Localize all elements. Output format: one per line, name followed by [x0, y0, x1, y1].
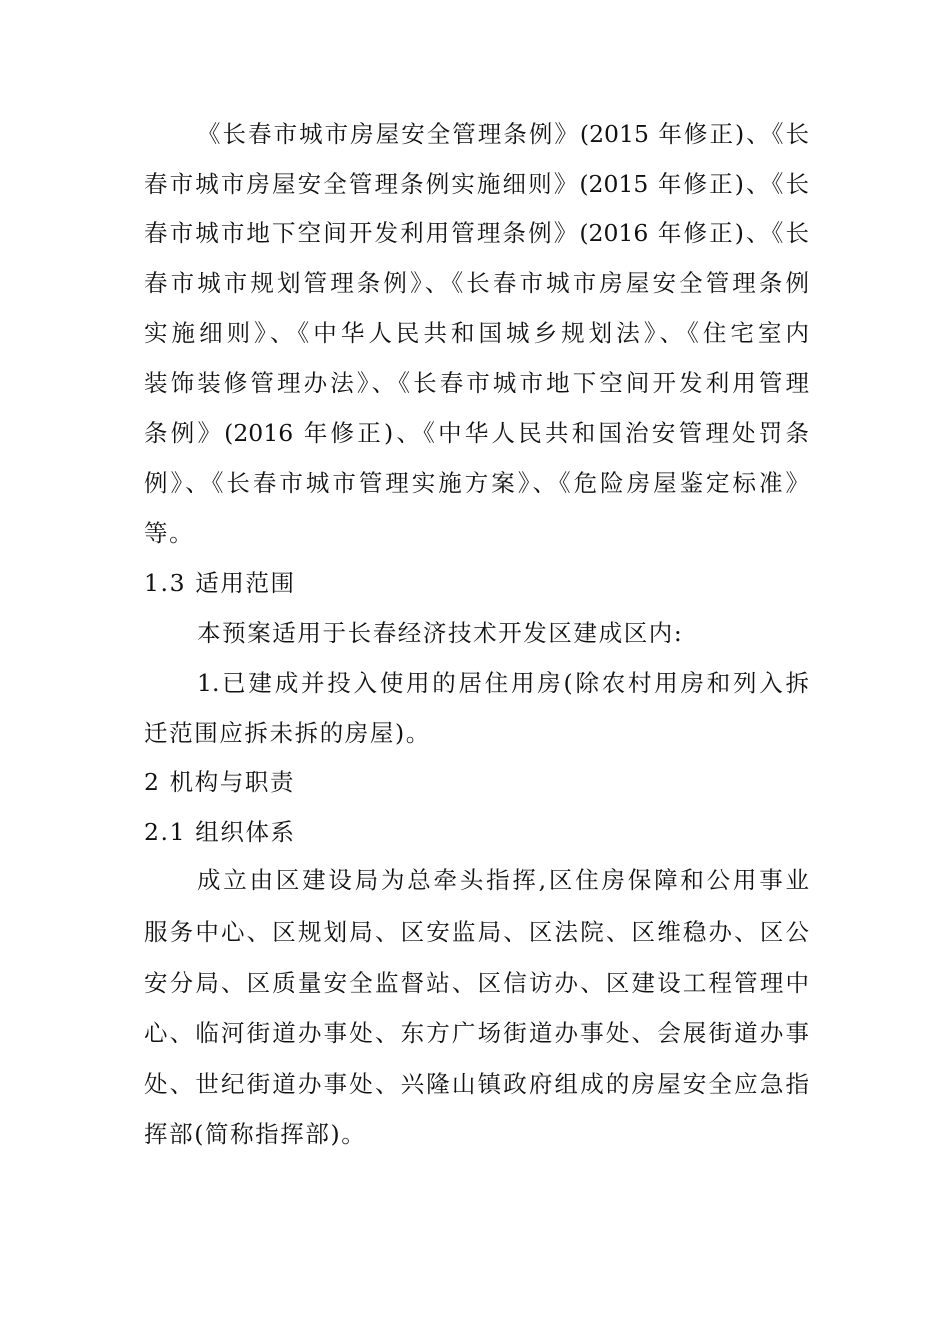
paragraph-line: 例》、《长春市城市管理实施方案》、《危险房屋鉴定标准》	[144, 469, 809, 497]
paragraph-line: 服务中心、区规划局、区安监局、区法院、区维稳办、区公	[144, 918, 809, 946]
paragraph-line: 春市城市房屋安全管理条例实施细则》(2015 年修正)、《长	[144, 170, 809, 198]
section-heading-1-3: 1.3 适用范围	[144, 569, 296, 597]
paragraph-line: 安分局、区质量安全监督站、区信访办、区建设工程管理中	[144, 969, 809, 997]
section-heading-2: 2 机构与职责	[144, 768, 296, 796]
scope-intro: 本预案适用于长春经济技术开发区建成区内:	[197, 619, 684, 647]
scope-item-line: 迁范围应拆未拆的房屋)。	[144, 719, 431, 747]
paragraph-line: 成立由区建设局为总牵头指挥,区住房保障和公用事业	[197, 866, 809, 894]
section-heading-2-1: 2.1 组织体系	[144, 818, 296, 846]
paragraph-line: 条例》(2016 年修正)、《中华人民共和国治安管理处罚条	[144, 419, 809, 447]
paragraph-line: 春市城市地下空间开发利用管理条例》(2016 年修正)、《长	[144, 219, 809, 247]
paragraph-line: 春市城市规划管理条例》、《长春市城市房屋安全管理条例	[144, 269, 809, 297]
paragraph-line: 挥部(简称指挥部)。	[144, 1120, 367, 1148]
paragraph-line: 《长春市城市房屋安全管理条例》(2015 年修正)、《长	[197, 120, 809, 148]
paragraph-line: 处、世纪街道办事处、兴隆山镇政府组成的房屋安全应急指	[144, 1070, 809, 1098]
scope-item-line: 1.已建成并投入使用的居住用房(除农村用房和列入拆	[197, 669, 809, 697]
paragraph-line: 装饰装修管理办法》、《长春市城市地下空间开发利用管理	[144, 369, 809, 397]
paragraph-line: 等。	[144, 519, 195, 547]
paragraph-line: 心、临河街道办事处、东方广场街道办事处、会展街道办事	[144, 1019, 809, 1047]
paragraph-line: 实施细则》、《中华人民共和国城乡规划法》、《住宅室内	[144, 319, 809, 347]
